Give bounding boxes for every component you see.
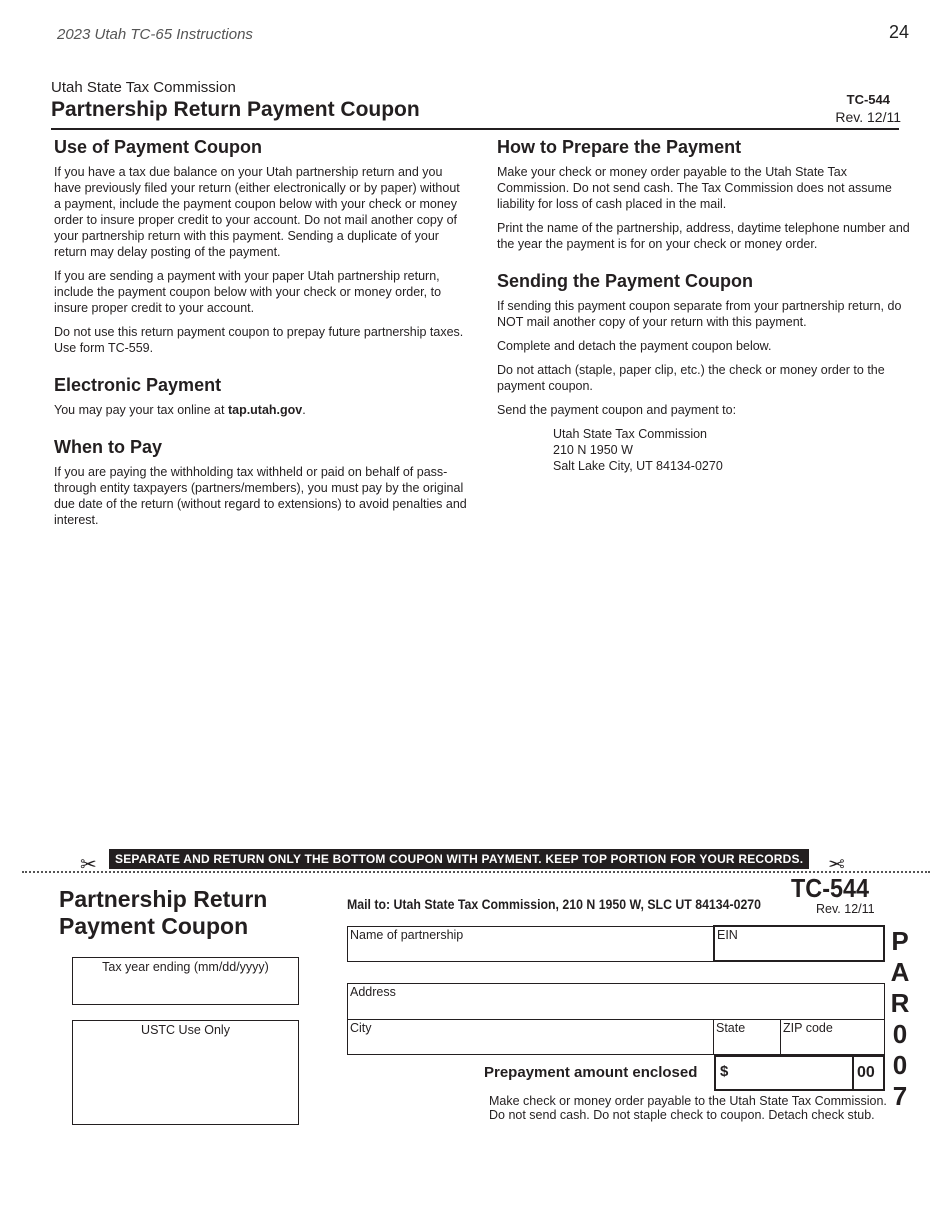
sending-heading: Sending the Payment Coupon: [497, 271, 754, 291]
prepayment-label: Prepayment amount enclosed: [484, 1064, 698, 1081]
prepare-paragraph-1: Make your check or money order payable to the Utah State Tax Commission. Do not send cash. The Tax Commission does not assume liability for loss of cash placed in the mail.: [497, 165, 892, 211]
tap-link[interactable]: tap.utah.gov: [227, 403, 303, 417]
form-code-char: 0: [892, 1050, 908, 1080]
ein-label: EIN: [717, 928, 738, 942]
coupon-title-line-1: Partnership Return: [59, 886, 268, 912]
epay-text: You may pay your tax online at: [54, 403, 228, 417]
form-code-char: 7: [892, 1081, 908, 1111]
address-line-1: Utah State Tax Commission: [553, 427, 707, 441]
form-revision: Rev. 12/11: [835, 109, 901, 125]
left-column: [54, 136, 470, 536]
address-line-3: Salt Lake City, UT 84134-0270: [553, 459, 723, 473]
sending-paragraph-4: Send the payment coupon and payment to:: [497, 403, 737, 417]
electronic-payment-heading: Electronic Payment: [54, 375, 222, 395]
use-heading: Use of Payment Coupon: [54, 137, 263, 157]
form-code-char: R: [890, 988, 910, 1018]
coupon-note: [489, 1094, 887, 1122]
epay-end: .: [302, 403, 306, 417]
form-number: TC-544: [846, 92, 890, 107]
coupon-note-line-2: Do not send cash. Do not staple check to coupon. Detach check stub.: [489, 1108, 875, 1122]
prepare-paragraph-2: Print the name of the partnership, address, daytime telephone number and the year the payment is for on your check or money order.: [497, 221, 910, 251]
use-paragraph-3: Do not use this return payment coupon to prepay future partnership taxes. Use form TC-559.: [54, 325, 464, 355]
form-code-vertical: [887, 926, 913, 1112]
dollar-sign: $: [720, 1063, 729, 1080]
form-code-char: A: [890, 957, 910, 987]
address-field[interactable]: [347, 983, 885, 1020]
separator-banner: SEPARATE AND RETURN ONLY THE BOTTOM COUPON WITH PAYMENT. KEEP TOP PORTION FOR YOUR RECORDS.: [109, 849, 809, 869]
page-title: Partnership Return Payment Coupon: [51, 98, 420, 121]
partnership-name-field[interactable]: [347, 926, 715, 962]
sending-paragraph-2: Complete and detach the payment coupon below.: [497, 339, 772, 353]
cents-value: 00: [857, 1064, 875, 1081]
prepayment-dollars-field[interactable]: [714, 1055, 854, 1091]
header-rule: [51, 128, 899, 130]
coupon-revision: Rev. 12/11: [816, 902, 875, 916]
right-column: [497, 136, 913, 474]
prepayment-cents-field[interactable]: [852, 1055, 885, 1091]
ustc-label: USTC Use Only: [141, 1023, 230, 1037]
form-code-char: P: [891, 926, 909, 956]
scissors-right-icon: ✂: [828, 854, 845, 876]
when-to-pay-heading: When to Pay: [54, 437, 163, 457]
form-code-char: 0: [892, 1019, 908, 1049]
mailing-address: [553, 426, 913, 474]
state-label: State: [716, 1021, 746, 1035]
address-label: Address: [350, 985, 396, 999]
prepare-heading: How to Prepare the Payment: [497, 137, 742, 157]
sending-paragraph-1: If sending this payment coupon separate from your partnership return, do NOT mail another copy of your return with this payment.: [497, 299, 902, 329]
when-to-pay-paragraph: If you are paying the withholding tax withheld or paid on behalf of pass-through entity taxpayers (partners/members), you must pay by the original due date of the return (without regard to extensions) to avoid penalties and interest.: [54, 465, 467, 527]
address-line-2: 210 N 1950 W: [553, 443, 633, 457]
zip-field[interactable]: [780, 1019, 885, 1055]
scissors-left-icon: ✂: [80, 854, 97, 876]
ustc-use-box: [72, 1020, 299, 1125]
use-paragraph-2: If you are sending a payment with your paper Utah partnership return, include the payment coupon below with your check or money order, to insure proper credit to your account.: [54, 269, 442, 315]
ein-field[interactable]: [713, 925, 885, 962]
city-field[interactable]: [347, 1019, 714, 1055]
zip-label: ZIP code: [783, 1021, 833, 1035]
sending-paragraph-3: Do not attach (staple, paper clip, etc.) the check or money order to the payment coupon.: [497, 363, 885, 393]
state-field[interactable]: [713, 1019, 781, 1055]
agency-name: Utah State Tax Commission: [51, 79, 236, 96]
coupon-mail-to: Mail to: Utah State Tax Commission, 210 N 1950 W, SLC UT 84134-0270: [347, 896, 762, 912]
tax-year-field[interactable]: [72, 957, 299, 1005]
electronic-payment-text: [54, 402, 470, 418]
use-paragraph-1: If you have a tax due balance on your Utah partnership return and you have previously filed your return (either electronically or by paper) without a payment, include the payment coupon below with your check or money order to insure proper credit to your account. Do not mail another copy of your partnership return with this payment. Sending a duplicate of your return may delay posting of the payment.: [54, 165, 460, 259]
coupon-note-line-1: Make check or money order payable to the Utah State Tax Commission.: [489, 1094, 887, 1108]
coupon-title-line-2: Payment Coupon: [59, 913, 249, 939]
running-header: 2023 Utah TC-65 Instructions: [57, 26, 253, 43]
coupon-title: [59, 886, 267, 940]
coupon-form-number: TC-544: [791, 873, 870, 903]
page-number: 24: [889, 22, 910, 42]
partnership-name-label: Name of partnership: [350, 928, 464, 942]
city-label: City: [350, 1021, 372, 1035]
tax-year-label: Tax year ending (mm/dd/yyyy): [102, 960, 269, 974]
